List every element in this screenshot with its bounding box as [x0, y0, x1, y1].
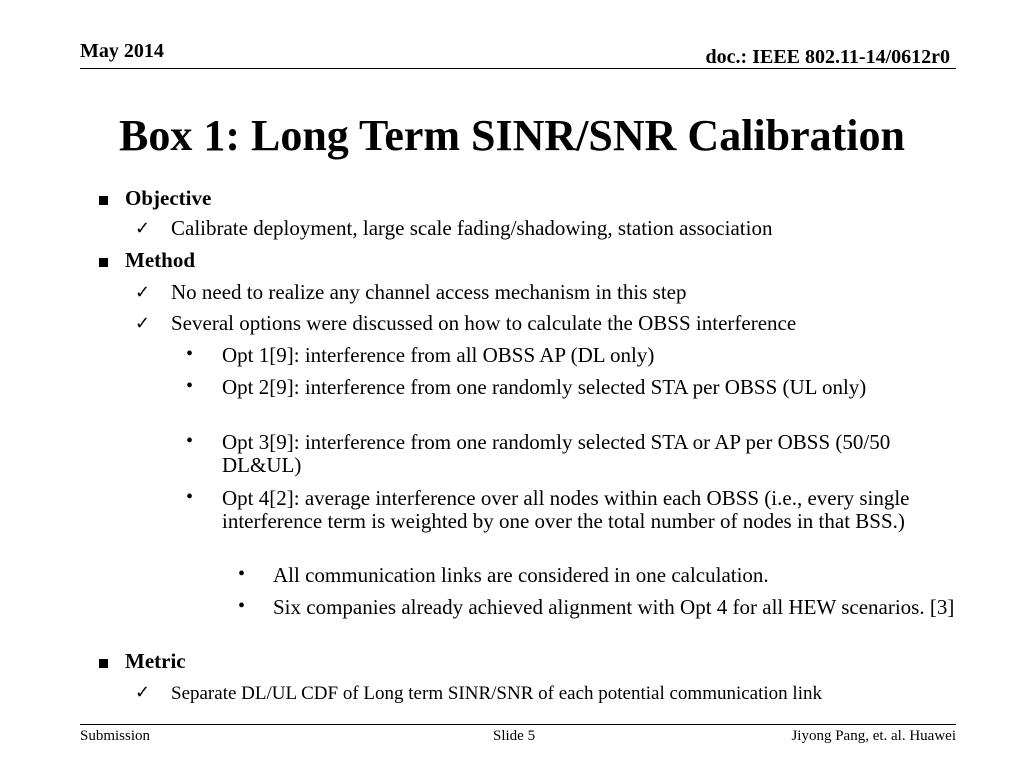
method-item-1: No need to realize any channel access mechanism in this step — [171, 280, 687, 304]
square-bullet-icon — [99, 196, 108, 205]
footer-submission: Submission — [80, 728, 151, 744]
option-4-detail-2: Six companies already achieved alignment with Opt 4 for all HEW scenarios. [3] — [273, 595, 955, 619]
header-doc-id: doc.: IEEE 802.11-14/0612r0 — [705, 46, 950, 68]
header-divider — [80, 68, 956, 69]
option-4-detail-1: All communication links are considered in one calculation. — [273, 563, 769, 587]
checkmark-icon: ✓ — [135, 682, 151, 703]
bullet-metric: Metric — [125, 649, 186, 673]
option-1: Opt 1[9]: interference from all OBSS AP (DL only) — [222, 343, 655, 367]
dot-bullet-icon: • — [186, 343, 194, 365]
metric-item: Separate DL/UL CDF of Long term SINR/SNR of each potential communication link — [171, 683, 822, 704]
square-bullet-icon — [99, 258, 108, 267]
checkmark-icon: ✓ — [135, 218, 151, 239]
option-4: Opt 4[2]: average interference over all nodes within each OBSS (i.e., every single interference term is weighted by one over the total number of nodes in that BSS.) — [222, 486, 910, 533]
dot-bullet-icon: • — [186, 375, 194, 397]
option-3: Opt 3[9]: interference from one randomly selected STA or AP per OBSS (50/50 DL&UL) — [222, 430, 891, 477]
footer-slide-number: Slide 5 — [493, 728, 536, 744]
objective-item: Calibrate deployment, large scale fading/shadowing, station association — [171, 216, 773, 240]
dot-bullet-icon: • — [238, 563, 246, 585]
square-bullet-icon — [99, 659, 108, 668]
option-2: Opt 2[9]: interference from one randomly selected STA per OBSS (UL only) — [222, 375, 867, 399]
slide-title: Box 1: Long Term SINR/SNR Calibration — [118, 111, 905, 160]
footer-divider — [80, 724, 956, 725]
bullet-method: Method — [125, 248, 195, 272]
bullet-objective: Objective — [125, 186, 212, 210]
header-date: May 2014 — [80, 40, 164, 62]
dot-bullet-icon: • — [186, 430, 194, 452]
checkmark-icon: ✓ — [135, 282, 151, 303]
checkmark-icon: ✓ — [135, 313, 151, 334]
dot-bullet-icon: • — [186, 486, 194, 508]
footer-authors: Jiyong Pang, et. al. Huawei — [791, 728, 956, 744]
dot-bullet-icon: • — [238, 595, 246, 617]
method-item-2: Several options were discussed on how to calculate the OBSS interference — [171, 311, 797, 335]
